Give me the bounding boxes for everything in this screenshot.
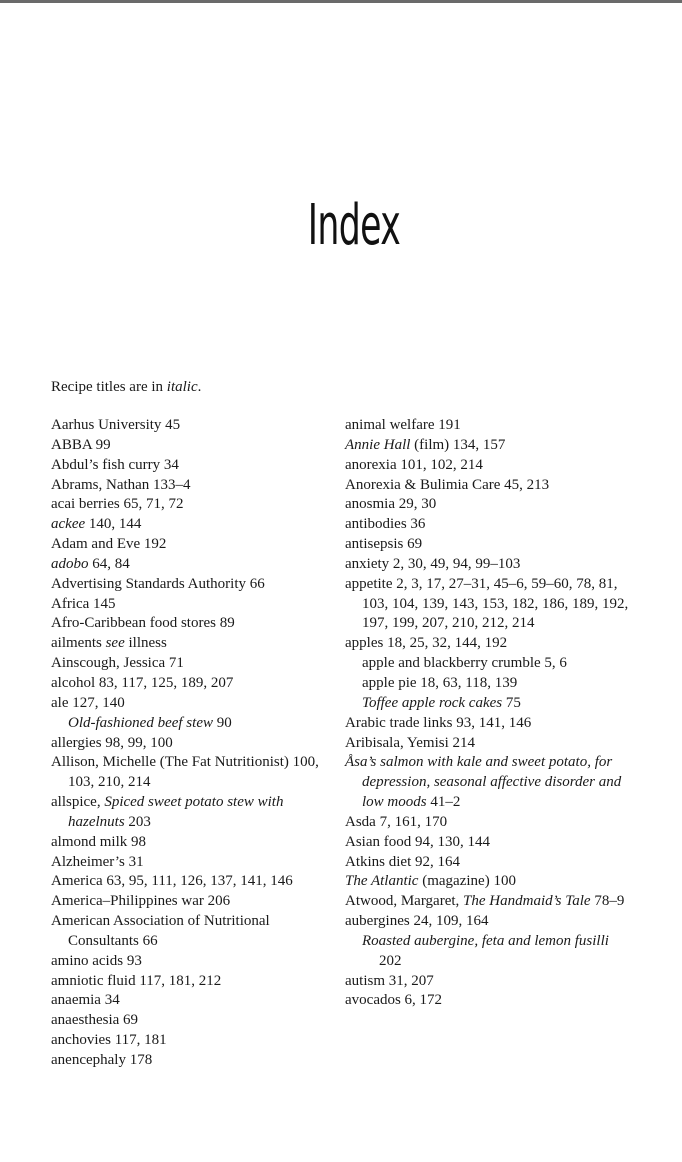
text-run: apple and blackberry crumble 5, 6 xyxy=(362,655,567,672)
text-run: 78–9 xyxy=(590,893,625,910)
index-subentry xyxy=(51,714,326,734)
index-entry xyxy=(345,753,635,813)
text-run: Recipe titles are in xyxy=(51,379,167,395)
text-run: Atkins diet 92, 164 xyxy=(345,853,460,870)
index-entry xyxy=(345,714,635,734)
index-entry xyxy=(345,555,635,575)
text-run: 41–2 xyxy=(426,794,461,811)
text-run: autism 31, 207 xyxy=(345,972,434,989)
index-entry xyxy=(51,515,326,535)
text-run: aubergines 24, 109, 164 xyxy=(345,913,489,930)
index-entry xyxy=(51,555,326,575)
italic-text: see xyxy=(105,635,125,652)
text-run: antisepsis 69 xyxy=(345,536,423,553)
index-subentry xyxy=(345,694,635,714)
index-entry xyxy=(51,991,326,1011)
index-entry xyxy=(51,694,326,714)
text-run: . xyxy=(197,379,202,395)
italic-text: Annie Hall xyxy=(345,436,411,453)
index-entry xyxy=(51,634,326,654)
index-entry xyxy=(51,456,326,476)
text-run: 140, 144 xyxy=(85,516,142,533)
italic-text: adobo xyxy=(51,555,89,572)
text-run: acai berries 65, 71, 72 xyxy=(51,496,184,513)
index-entry xyxy=(51,476,326,496)
text-run: allergies 98, 99, 100 xyxy=(51,734,173,751)
text-run: Allison, Michelle (The Fat Nutritionist) 100, 103, 210, 214 xyxy=(51,754,319,791)
index-entry xyxy=(345,495,635,515)
text-run: amino acids 93 xyxy=(51,952,142,969)
text-run: American Association of Nutritional Consultants 66 xyxy=(51,913,270,949)
page-title: Index xyxy=(307,193,401,258)
text-run: anaesthesia 69 xyxy=(51,1012,139,1029)
text-run: 203 xyxy=(124,813,151,830)
index-entry xyxy=(51,1031,326,1051)
index-entry xyxy=(51,872,326,892)
index-entry xyxy=(51,892,326,912)
top-rule xyxy=(0,0,682,3)
italic-text: Åsa’s salmon with kale and sweet potato, for depression, seasonal affective disorder and low moods xyxy=(345,754,622,811)
italic-text: Old-fashioned beef stew xyxy=(68,714,213,731)
index-entry xyxy=(345,912,635,932)
italic-text: Spiced sweet potato stew with hazelnuts xyxy=(68,794,284,830)
text-run: 64, 84 xyxy=(88,555,130,572)
index-entry xyxy=(345,991,635,1011)
italic-text: italic xyxy=(166,379,198,395)
index-entry xyxy=(345,436,635,456)
text-run: anencephaly 178 xyxy=(51,1052,153,1068)
text-run: anxiety 2, 30, 49, 94, 99–103 xyxy=(345,555,521,572)
text-run: anchovies 117, 181 xyxy=(51,1032,167,1049)
index-entry xyxy=(51,734,326,754)
text-run: ailments xyxy=(51,635,106,652)
text-run: allspice, xyxy=(51,794,105,811)
text-run: antibodies 36 xyxy=(345,516,426,533)
index-entry xyxy=(345,575,635,635)
text-run: amniotic fluid 117, 181, 212 xyxy=(51,972,222,989)
text-run: Abdul’s fish curry 34 xyxy=(51,456,179,473)
index-entry xyxy=(51,952,326,972)
index-entry xyxy=(345,515,635,535)
text-run: (film) 134, 157 xyxy=(410,436,506,453)
text-run: Anorexia & Bulimia Care 45, 213 xyxy=(345,476,550,493)
italic-text: Toffee apple rock cakes xyxy=(362,694,503,711)
text-run: anaemia 34 xyxy=(51,992,120,1009)
index-entry xyxy=(51,793,326,833)
italic-text: The Handmaid’s Tale xyxy=(463,893,591,910)
text-run: Alzheimer’s 31 xyxy=(51,853,144,870)
index-entry xyxy=(51,495,326,515)
index-entry xyxy=(51,416,326,436)
text-run: ABBA 99 xyxy=(51,436,111,453)
index-entry xyxy=(345,853,635,873)
index-entry xyxy=(51,575,326,595)
text-run: appetite 2, 3, 17, 27–31, 45–6, 59–60, 78, 81, 103, 104, 139, 143, 153, 182, 186, 189, 192, 197, 199, 207, 210, 212, 214 xyxy=(345,575,629,632)
index-entry xyxy=(51,595,326,615)
text-run: animal welfare 191 xyxy=(345,417,461,433)
index-entry xyxy=(345,972,635,992)
italic-text: The Atlantic xyxy=(345,873,419,890)
text-run: Aribisala, Yemisi 214 xyxy=(345,734,476,751)
index-entry xyxy=(51,853,326,873)
index-entry xyxy=(345,872,635,892)
index-entry xyxy=(51,972,326,992)
text-run: Atwood, Margaret, xyxy=(345,893,464,910)
text-run: (magazine) 100 xyxy=(418,873,516,890)
index-subentry xyxy=(345,654,635,674)
text-run: apple pie 18, 63, 118, 139 xyxy=(362,674,518,691)
text-run: America 63, 95, 111, 126, 137, 141, 146 xyxy=(51,873,293,890)
index-entry xyxy=(51,912,326,952)
index-entry xyxy=(51,614,326,634)
text-run: alcohol 83, 117, 125, 189, 207 xyxy=(51,674,234,691)
index-entry xyxy=(51,1011,326,1031)
index-entry xyxy=(345,634,635,654)
index-entry xyxy=(51,654,326,674)
text-run: avocados 6, 172 xyxy=(345,992,443,1009)
index-entry xyxy=(345,535,635,555)
text-run: America–Philippines war 206 xyxy=(51,893,231,910)
index-subentry xyxy=(345,932,635,972)
text-run: Arabic trade links 93, 141, 146 xyxy=(345,714,532,731)
text-run: anosmia 29, 30 xyxy=(345,496,437,513)
text-run: illness xyxy=(124,635,167,652)
index-subentry xyxy=(345,674,635,694)
index-entry xyxy=(345,734,635,754)
index-entry xyxy=(51,436,326,456)
text-run: almond milk 98 xyxy=(51,833,146,850)
index-entry xyxy=(345,892,635,912)
text-run: 75 xyxy=(502,694,521,711)
italic-text: Roasted aubergine, feta and lemon fusilli xyxy=(362,932,609,949)
text-run: Africa 145 xyxy=(51,595,116,612)
index-column-left xyxy=(51,416,326,1071)
index-entry xyxy=(51,833,326,853)
text-run: Afro-Caribbean food stores 89 xyxy=(51,615,235,632)
text-run: Aarhus University 45 xyxy=(51,417,181,433)
text-run: Abrams, Nathan 133–4 xyxy=(51,476,191,493)
text-run: 90 xyxy=(212,714,232,731)
text-run: anorexia 101, 102, 214 xyxy=(345,456,483,473)
index-entry xyxy=(345,813,635,833)
index-column-right xyxy=(345,416,635,1011)
text-run: Adam and Eve 192 xyxy=(51,536,167,553)
index-entry xyxy=(51,1051,326,1071)
index-entry xyxy=(345,833,635,853)
text-run: ale 127, 140 xyxy=(51,694,125,711)
text-run: Asda 7, 161, 170 xyxy=(345,813,448,830)
index-entry xyxy=(51,753,326,793)
text-run: Ainscough, Jessica 71 xyxy=(51,655,184,672)
index-entry xyxy=(51,535,326,555)
index-entry xyxy=(51,674,326,694)
italic-text: ackee xyxy=(51,516,86,533)
index-entry xyxy=(345,476,635,496)
text-run: Asian food 94, 130, 144 xyxy=(345,833,490,850)
text-run: apples 18, 25, 32, 144, 192 xyxy=(345,635,508,652)
text-run: 202 xyxy=(379,952,402,969)
index-note xyxy=(51,377,201,397)
index-entry xyxy=(345,456,635,476)
text-run: Advertising Standards Authority 66 xyxy=(51,575,265,592)
index-entry xyxy=(345,416,635,436)
